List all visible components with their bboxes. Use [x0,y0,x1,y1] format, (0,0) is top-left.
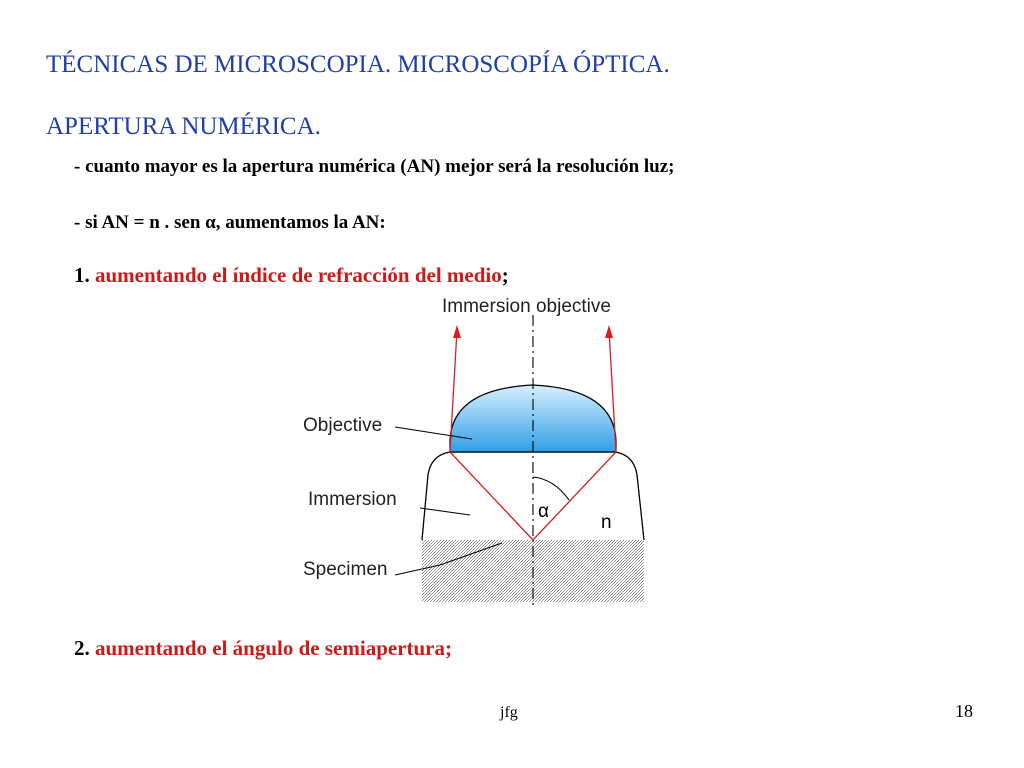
list-item-text: aumentando el índice de refracción del medio [95,263,502,287]
label-alpha: α [538,501,549,522]
list-item-number: 1. [74,263,90,287]
slide-subtitle: APERTURA NUMÉRICA. [46,113,321,140]
bullet-formula: - si AN = n . sen α, aumentamos la AN: [74,212,386,233]
label-n: n [601,512,612,533]
label-objective: Objective [303,415,383,436]
list-item-half-aperture-angle [74,636,452,661]
list-item-suffix: ; [501,263,509,287]
footer-author: jfg [500,704,518,721]
bullet-resolution: - cuanto mayor es la apertura numérica (AN) mejor será la resolución luz; [74,156,675,177]
page-number: 18 [955,701,973,721]
label-specimen: Specimen [303,559,388,580]
arrow-head-right-icon [605,325,613,338]
list-item-number: 2. [74,636,90,660]
list-item-text: aumentando el ángulo de semiapertura; [95,636,452,660]
immersion-objective-diagram [290,285,670,610]
arrow-head-left-icon [453,325,461,338]
slide-title: TÉCNICAS DE MICROSCOPIA. MICROSCOPÍA ÓPTICA. [46,51,670,78]
label-immersion: Immersion [308,489,397,510]
diagram-title: Immersion objective [442,296,611,317]
